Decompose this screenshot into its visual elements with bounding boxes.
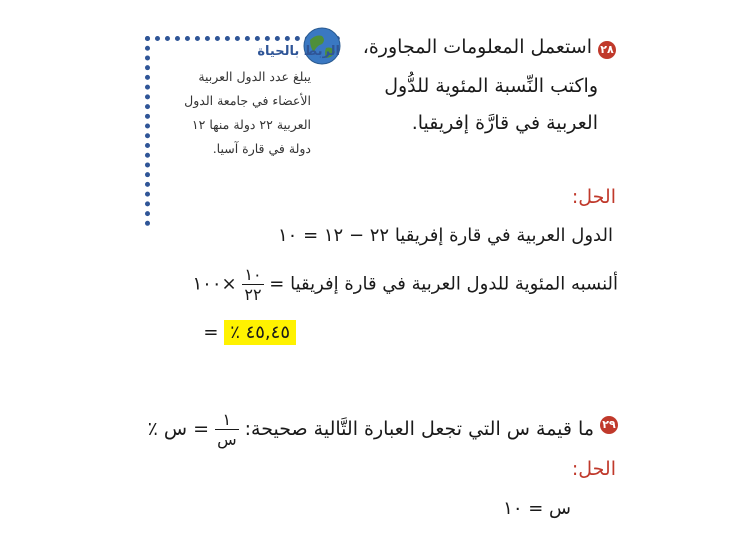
q29-prompt: ما قيمة س التي تجعل العبارة التَّالية صحيحة: xyxy=(244,418,594,440)
q29-rhs: = س ٪ xyxy=(147,418,210,440)
step2-text: ألنسبه المئوية للدول العربية في قارة إفريقيا = xyxy=(269,273,618,295)
sidebar-line-2: الأعضاء في جامعة الدول xyxy=(184,93,311,108)
solution-label: الحل: xyxy=(571,186,616,208)
solution-step-2 xyxy=(193,265,618,304)
fraction xyxy=(242,265,263,304)
q29-fraction-denominator: س xyxy=(217,430,237,449)
question-number-badge: ٢٨ xyxy=(598,41,616,59)
q28-line-2: واكتب النِّسبة المئوية للدُّول xyxy=(384,75,598,97)
q29-text xyxy=(148,410,594,449)
sidebar-line-4: دولة في قارة آسيا. xyxy=(212,141,311,156)
q29-fraction-numerator: ١ xyxy=(222,410,232,429)
result-equals: = xyxy=(203,322,219,343)
sidebar-title: الربط بالحياة xyxy=(257,44,340,59)
solution-result xyxy=(203,322,296,343)
step2-tail: ×١٠٠ xyxy=(192,273,237,295)
q28-line-1: استعمل المعلومات المجاورة، xyxy=(362,36,592,58)
sidebar-line-1: يبلغ عدد الدول العربية xyxy=(198,69,311,84)
fraction-numerator: ١٠ xyxy=(244,265,262,284)
solution-answer-29: س = ١٠ xyxy=(503,498,571,519)
solution-step-1: الدول العربية في قارة إفريقيا ٢٢ − ١٢ = ١٠ xyxy=(278,225,613,246)
q29-fraction xyxy=(215,410,239,449)
question-number-badge-29: ٢٩ xyxy=(600,416,618,434)
q28-line-3: العربية في قارَّة إفريقيا. xyxy=(411,112,598,134)
sidebar-line-3: العربية ٢٢ دولة منها ١٢ xyxy=(191,117,311,132)
fraction-denominator: ٢٢ xyxy=(244,285,262,304)
solution-label-29: الحل: xyxy=(571,458,616,480)
highlighted-result: ٪ ٤٥,٤٥ xyxy=(224,320,296,345)
